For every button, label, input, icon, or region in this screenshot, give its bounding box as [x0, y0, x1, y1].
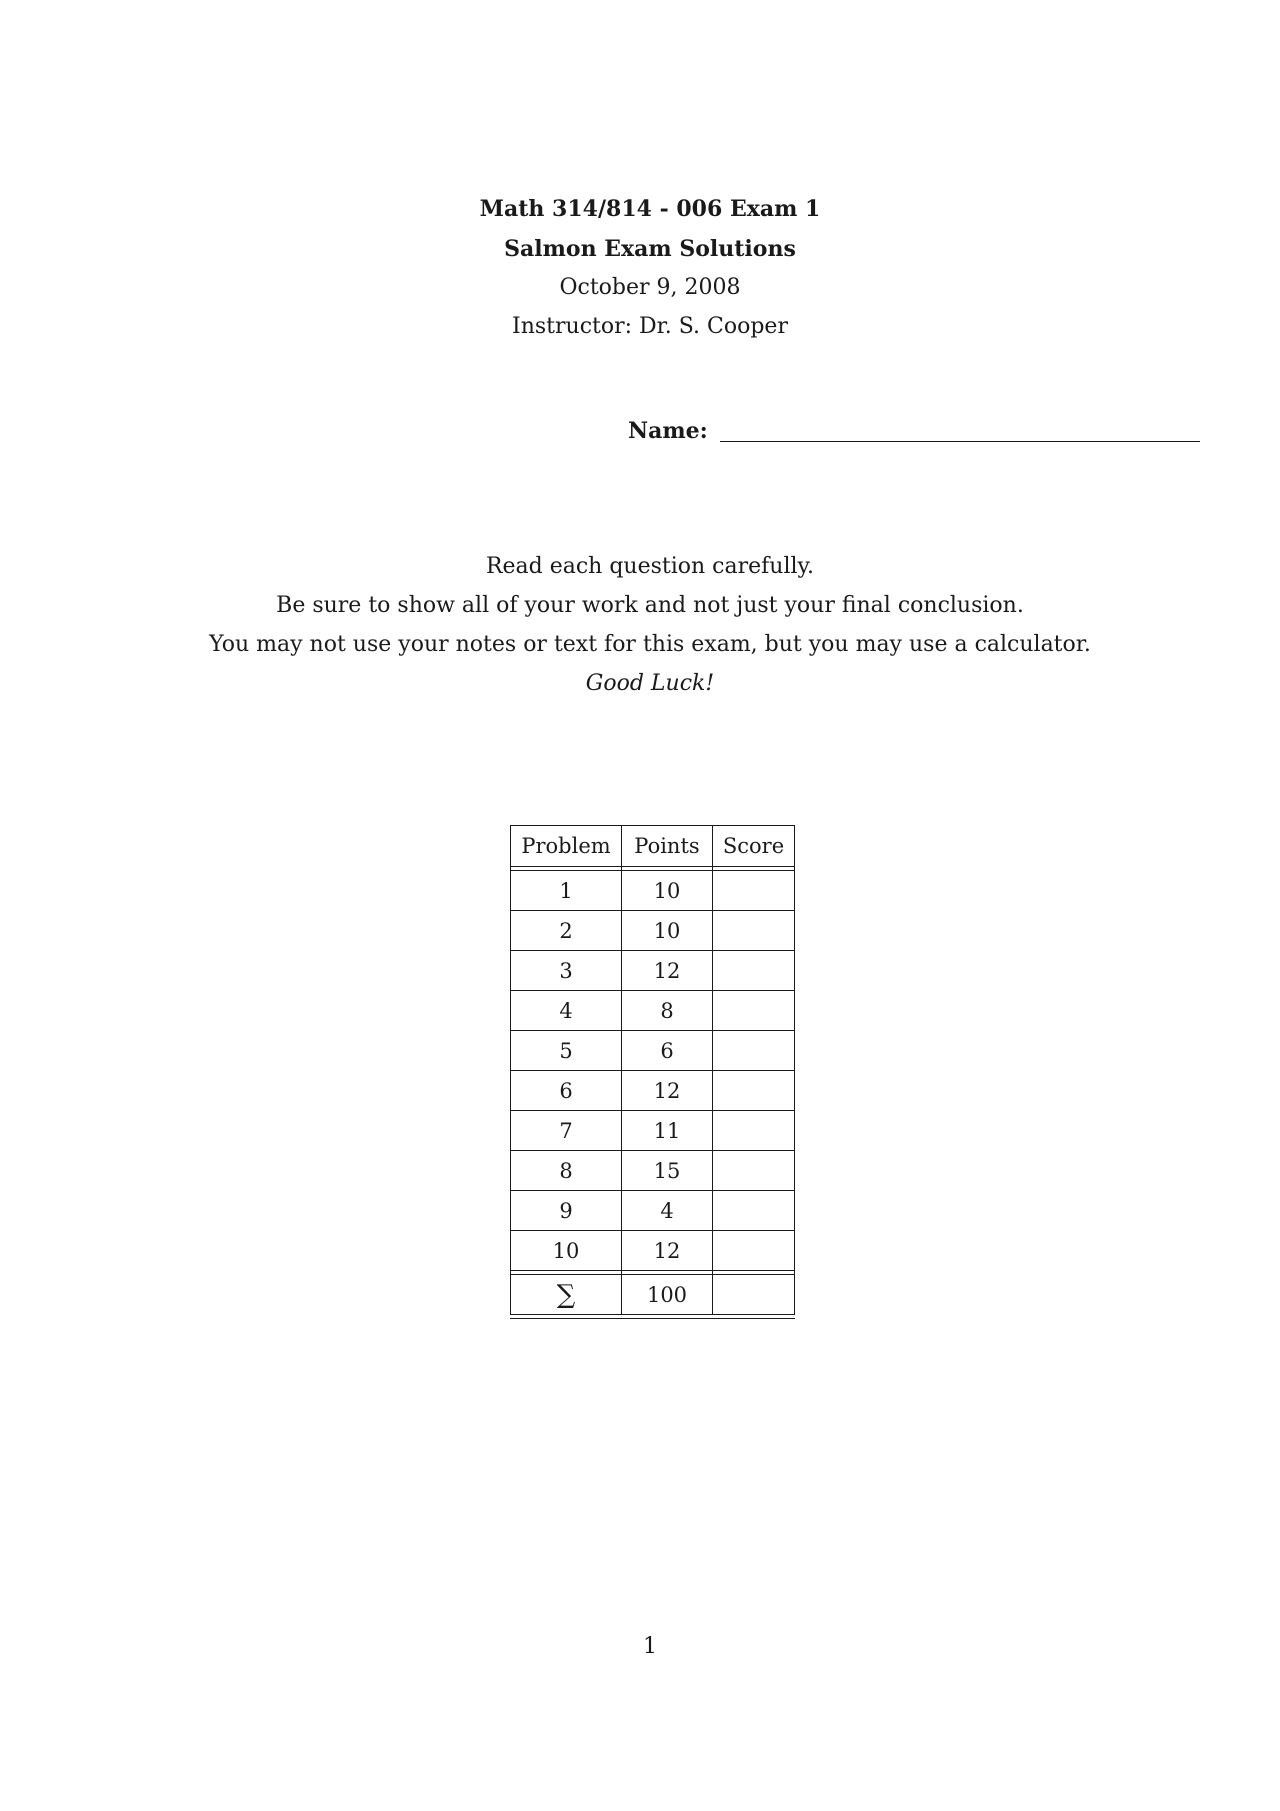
table-row	[510, 1111, 795, 1151]
problem-points: 12	[622, 951, 713, 991]
problem-number: 6	[510, 1071, 622, 1111]
problem-number: 8	[510, 1151, 622, 1191]
name-blank-line[interactable]	[720, 441, 1200, 442]
problem-points: 6	[622, 1031, 713, 1071]
score-cell[interactable]	[713, 1071, 795, 1111]
score-cell[interactable]	[713, 1151, 795, 1191]
problem-points: 12	[622, 1231, 713, 1271]
table-bottom-rule	[510, 1318, 795, 1319]
instruction-line-3: You may not use your notes or text for this exam, but you may use a calculator.	[209, 632, 1091, 657]
name-label: Name:	[628, 418, 708, 444]
score-table	[510, 825, 795, 1315]
page-number: 1	[643, 1634, 657, 1659]
header-score: Score	[713, 825, 795, 867]
score-cell[interactable]	[713, 1231, 795, 1271]
score-cell[interactable]	[713, 911, 795, 951]
exam-title: Math 314/814 - 006 Exam 1	[479, 196, 821, 222]
problem-points: 4	[622, 1191, 713, 1231]
table-row	[510, 1231, 795, 1271]
table-row	[510, 911, 795, 951]
problem-number: 9	[510, 1191, 622, 1231]
table-row	[510, 991, 795, 1031]
score-cell[interactable]	[713, 1191, 795, 1231]
table-row	[510, 951, 795, 991]
score-cell[interactable]	[713, 1031, 795, 1071]
problem-number: 7	[510, 1111, 622, 1151]
problem-points: 11	[622, 1111, 713, 1151]
instruction-line-1: Read each question carefully.	[485, 554, 815, 579]
problem-number: 4	[510, 991, 622, 1031]
problem-number: 1	[510, 871, 622, 911]
table-row	[510, 1191, 795, 1231]
table-row	[510, 1031, 795, 1071]
total-score-cell[interactable]	[713, 1275, 795, 1315]
problem-points: 15	[622, 1151, 713, 1191]
score-table-header	[510, 825, 795, 867]
instructor-line: Instructor: Dr. S. Cooper	[512, 314, 788, 339]
problem-points: 10	[622, 871, 713, 911]
header-problem: Problem	[510, 825, 622, 867]
score-cell[interactable]	[713, 991, 795, 1031]
instruction-line-2: Be sure to show all of your work and not just your final conclusion.	[276, 593, 1024, 618]
problem-points: 8	[622, 991, 713, 1031]
score-cell[interactable]	[713, 871, 795, 911]
total-row	[510, 1275, 795, 1315]
exam-subtitle: Salmon Exam Solutions	[504, 236, 796, 262]
problem-number: 5	[510, 1031, 622, 1071]
problem-points: 12	[622, 1071, 713, 1111]
sum-symbol: ∑	[510, 1275, 622, 1315]
good-luck-text: Good Luck!	[585, 671, 715, 696]
problem-number: 10	[510, 1231, 622, 1271]
table-row	[510, 1071, 795, 1111]
total-points: 100	[622, 1275, 713, 1315]
score-cell[interactable]	[713, 1111, 795, 1151]
problem-points: 10	[622, 911, 713, 951]
problem-number: 3	[510, 951, 622, 991]
problem-number: 2	[510, 911, 622, 951]
name-field[interactable]	[628, 410, 1200, 446]
exam-date: October 9, 2008	[559, 275, 741, 300]
score-cell[interactable]	[713, 951, 795, 991]
table-row	[510, 1151, 795, 1191]
header-points: Points	[622, 825, 713, 867]
table-row	[510, 871, 795, 911]
